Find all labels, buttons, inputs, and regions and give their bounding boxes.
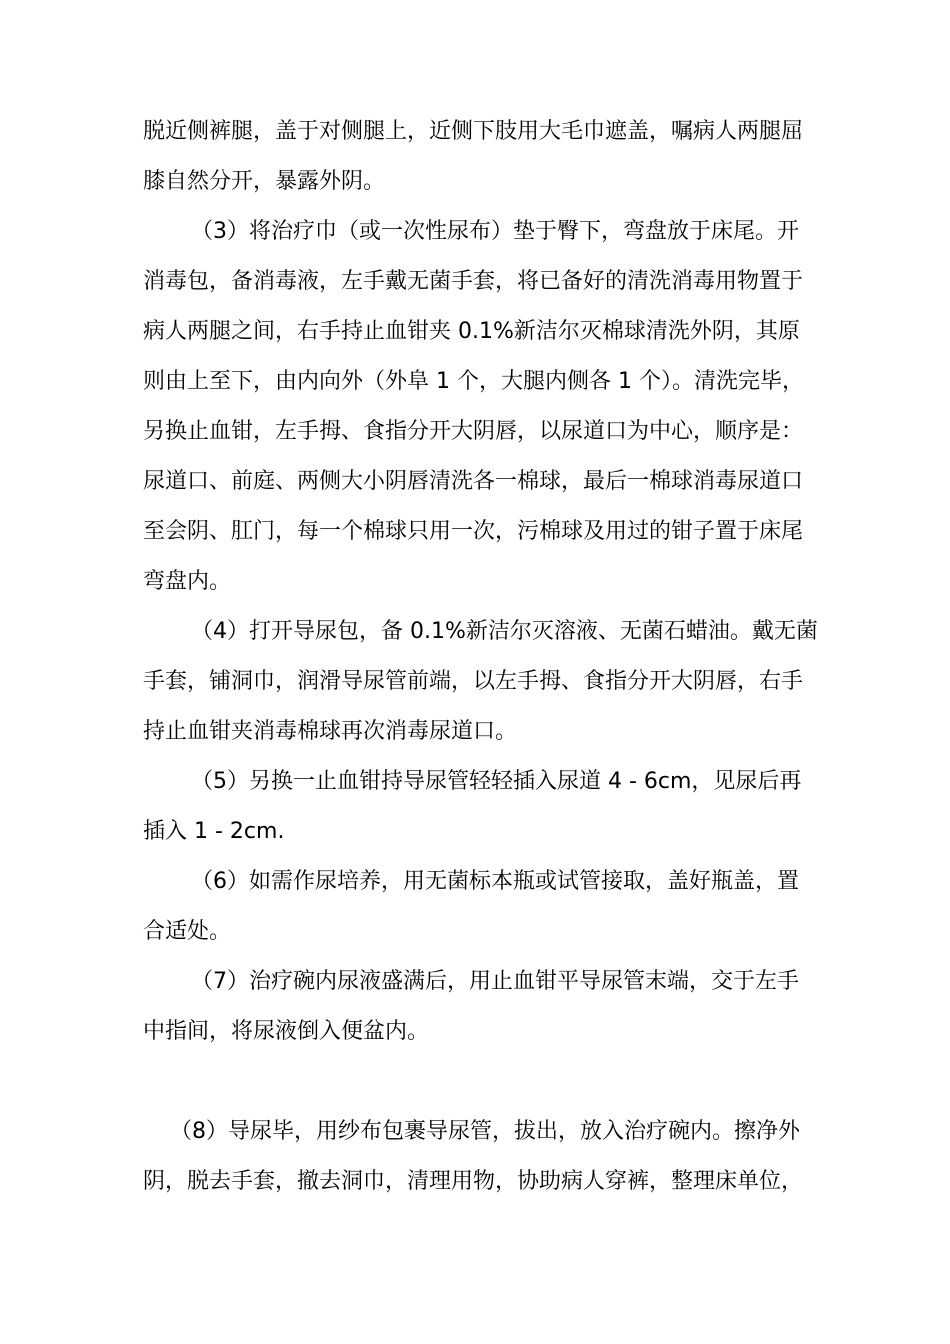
text-line: 病人两腿之间，右手持止血钳夹 0.1%新洁尔灭棉球清洗外阴，其原: [143, 319, 800, 344]
text-line: 合适处。: [143, 919, 232, 944]
text-line: 手套，铺洞巾，润滑导尿管前端，以左手拇、食指分开大阴唇，右手: [143, 669, 804, 694]
text-line: 至会阴、肛门，每一个棉球只用一次，污棉球及用过的钳子置于床尾: [143, 519, 804, 544]
paragraph-4-start: （4）打开导尿包，备 0.1%新洁尔灭溶液、无菌石蜡油。戴无菌: [191, 619, 818, 644]
text-line: 消毒包，备消毒液，左手戴无菌手套，将已备好的清洗消毒用物置于: [143, 269, 804, 294]
paragraph-8-start: （8）导尿毕，用纱布包裹导尿管，拔出，放入治疗碗内。擦净外: [170, 1119, 800, 1144]
paragraph-3-start: （3）将治疗巾（或一次性尿布）垫于臀下，弯盘放于床尾。开: [191, 219, 799, 244]
text-line: 膝自然分开，暴露外阴。: [143, 169, 386, 194]
text-line: 中指间，将尿液倒入便盆内。: [143, 1019, 430, 1044]
text-line: 阴，脱去手套，撤去洞巾，清理用物，协助病人穿裤，整理床单位，: [143, 1169, 804, 1194]
paragraph-6-start: （6）如需作尿培养，用无菌标本瓶或试管接取，盖好瓶盖，置: [191, 869, 799, 894]
text-line: 弯盘内。: [143, 569, 232, 594]
paragraph-7-start: （7）治疗碗内尿液盛满后，用止血钳平导尿管末端，交于左手: [191, 969, 799, 994]
text-line: 插入 1 - 2cm.: [143, 819, 285, 844]
text-line: 脱近侧裤腿，盖于对侧腿上，近侧下肢用大毛巾遮盖，嘱病人两腿屈: [143, 119, 804, 144]
text-line: 另换止血钳，左手拇、食指分开大阴唇，以尿道口为中心，顺序是：: [143, 419, 804, 444]
text-line: 则由上至下，由内向外（外阜 1 个，大腿内侧各 1 个）。清洗完毕，: [143, 369, 804, 394]
paragraph-5-start: （5）另换一止血钳持导尿管轻轻插入尿道 4 - 6cm，见尿后再: [191, 769, 802, 794]
text-line: 尿道口、前庭、两侧大小阴唇清洗各一棉球，最后一棉球消毒尿道口: [143, 469, 804, 494]
text-line: 持止血钳夹消毒棉球再次消毒尿道口。: [143, 719, 518, 744]
